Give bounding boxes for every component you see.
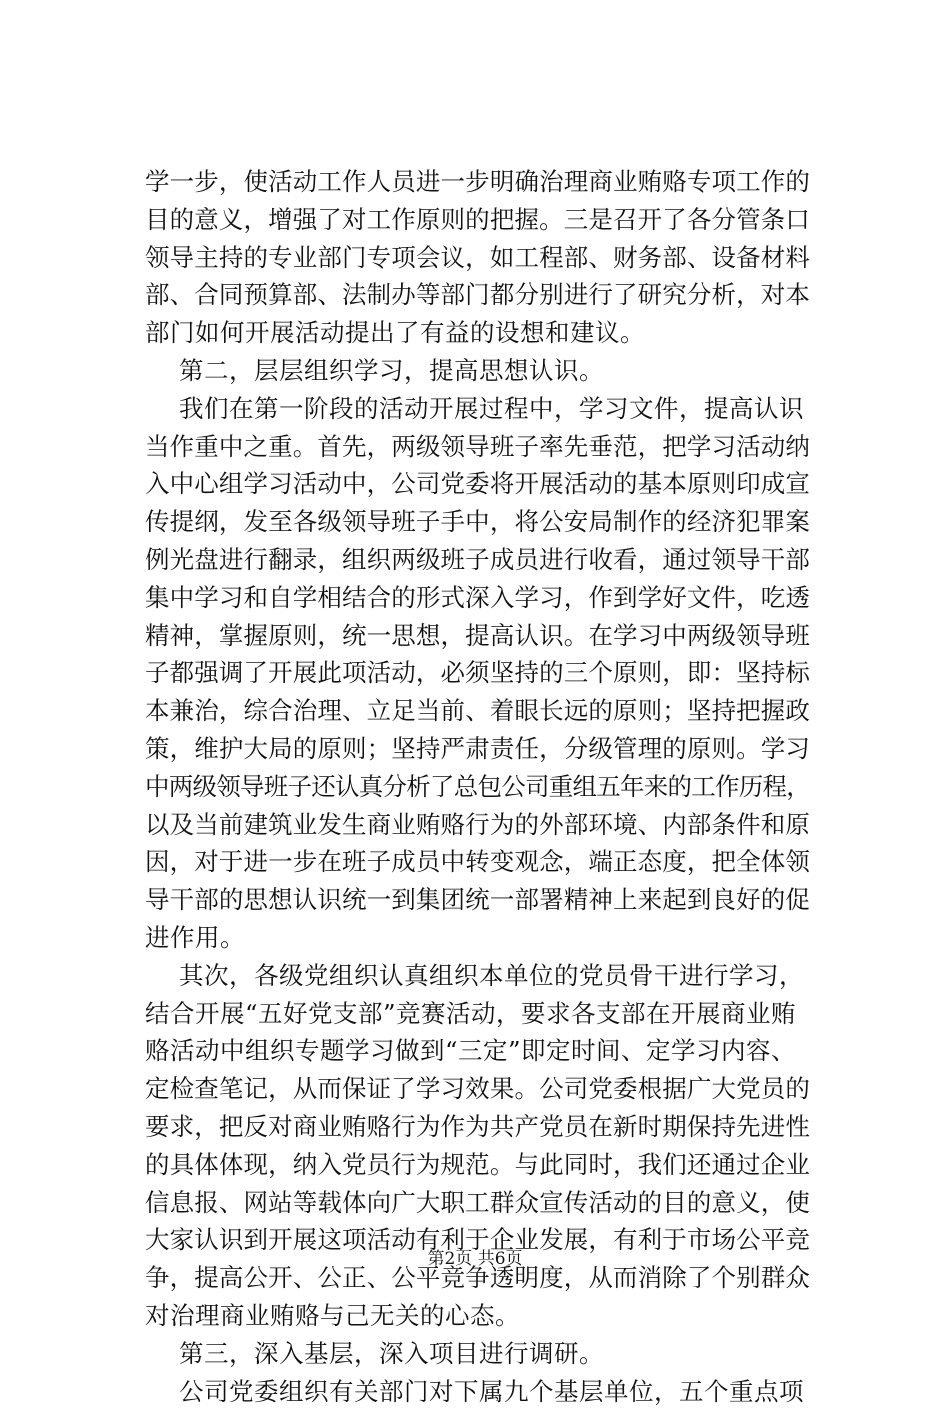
text-line: 第三，深入基层，深入项目进行调研。 — [145, 1335, 810, 1373]
text-line: 大家认识到开展这项活动有利于企业发展，有利于市场公平竞 — [145, 1221, 810, 1259]
text-line: 对治理商业贿赂与己无关的心态。 — [145, 1297, 810, 1335]
text-line: 集中学习和自学相结合的形式深入学习，作到学好文件，吃透 — [145, 579, 810, 617]
text-line: 传提纲，发至各级领导班子手中，将公安局制作的经济犯罪案 — [145, 503, 810, 541]
text-line: 结合开展“五好党支部”竞赛活动，要求各支部在开展商业贿 — [145, 995, 810, 1033]
text-line: 赂活动中组织专题学习做到“三定”即定时间、定学习内容、 — [145, 1032, 810, 1070]
text-line: 入中心组学习活动中，公司党委将开展活动的基本原则印成宣 — [145, 465, 810, 503]
text-line: 子都强调了开展此项活动，必须坚持的三个原则，即：坚持标 — [145, 654, 810, 692]
text-line: 部、合同预算部、法制办等部门都分别进行了研究分析，对本 — [145, 276, 810, 314]
body-text — [145, 163, 810, 1410]
text-line: 导干部的思想认识统一到集团统一部署精神上来起到良好的促 — [145, 881, 810, 919]
text-line: 的具体体现，纳入党员行为规范。与此同时，我们还通过企业 — [145, 1146, 810, 1184]
text-line: 要求，把反对商业贿赂行为作为共产党员在新时期保持先进性 — [145, 1108, 810, 1146]
text-line: 精神，掌握原则，统一思想，提高认识。在学习中两级领导班 — [145, 617, 810, 655]
text-line: 信息报、网站等载体向广大职工群众宣传活动的目的意义，使 — [145, 1184, 810, 1222]
text-line: 本兼治，综合治理、立足当前、着眼长远的原则；坚持把握政 — [145, 692, 810, 730]
text-line: 中两级领导班子还认真分析了总包公司重组五年来的工作历程， — [145, 768, 810, 806]
text-line: 领导主持的专业部门专项会议，如工程部、财务部、设备材料 — [145, 239, 810, 277]
text-line: 争，提高公开、公正、公平竞争透明度，从而消除了个别群众 — [145, 1259, 810, 1297]
text-line: 其次，各级党组织认真组织本单位的党员骨干进行学习， — [145, 957, 810, 995]
page-footer: 第2页 共6页 — [0, 1244, 950, 1269]
text-line: 当作重中之重。首先，两级领导班子率先垂范，把学习活动纳 — [145, 428, 810, 466]
text-line: 策，维护大局的原则；坚持严肃责任，分级管理的原则。学习 — [145, 730, 810, 768]
text-line: 以及当前建筑业发生商业贿赂行为的外部环境、内部条件和原 — [145, 806, 810, 844]
text-line: 定检查笔记，从而保证了学习效果。公司党委根据广大党员的 — [145, 1070, 810, 1108]
text-line: 第二，层层组织学习，提高思想认识。 — [145, 352, 810, 390]
text-line: 我们在第一阶段的活动开展过程中，学习文件，提高认识 — [145, 390, 810, 428]
text-line: 学一步，使活动工作人员进一步明确治理商业贿赂专项工作的 — [145, 163, 810, 201]
text-line: 公司党委组织有关部门对下属九个基层单位，五个重点项 — [145, 1373, 810, 1410]
text-line: 进作用。 — [145, 919, 810, 957]
text-line: 例光盘进行翻录，组织两级班子成员进行收看，通过领导干部 — [145, 541, 810, 579]
text-line: 因，对于进一步在班子成员中转变观念，端正态度，把全体领 — [145, 843, 810, 881]
text-line: 部门如何开展活动提出了有益的设想和建议。 — [145, 314, 810, 352]
text-line: 目的意义，增强了对工作原则的把握。三是召开了各分管条口 — [145, 201, 810, 239]
